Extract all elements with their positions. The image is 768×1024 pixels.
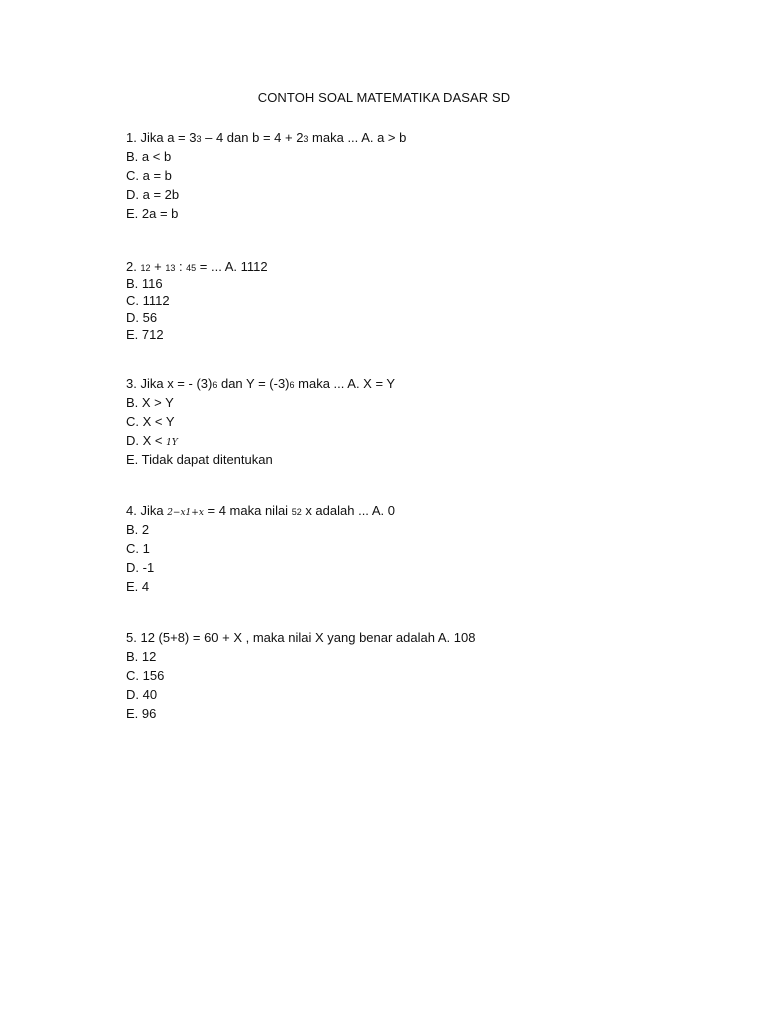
option-e: E. 96 [126, 706, 157, 721]
stem-text: : [175, 259, 187, 274]
stem-text: 12 (5+8) = 60 + X , maka nilai X yang benar adalah [140, 630, 438, 645]
option-e: E. 2a = b [126, 206, 179, 221]
stem-subscript: 3 [196, 134, 202, 144]
question-5 [126, 628, 686, 723]
option-b: B. X > Y [126, 395, 174, 410]
option-d: D. -1 [126, 560, 155, 575]
option-d: D. 40 [126, 687, 158, 702]
option-b: B. 2 [126, 522, 150, 537]
stem-text: Jika [140, 503, 168, 518]
option-b: B. 116 [126, 276, 163, 291]
fraction-1: 12 [140, 263, 151, 273]
option-e: E. 712 [126, 327, 164, 342]
option-e: E. Tidak dapat ditentukan [126, 452, 273, 467]
question-1 [126, 128, 686, 223]
question-number: 2. [126, 259, 137, 274]
stem-math-expression: 2−x1+x [167, 508, 204, 518]
option-d-math: 1Y [166, 438, 178, 448]
option-a: A. 0 [371, 503, 395, 518]
stem-text: + [150, 259, 166, 274]
option-c: C. X < Y [126, 414, 175, 429]
stem-text: = ... [196, 259, 225, 274]
question-number: 3. [126, 376, 137, 391]
question-stem [126, 128, 686, 147]
fraction-2: 13 [165, 263, 176, 273]
option-e: E. 4 [126, 579, 150, 594]
fraction-3: 45 [186, 263, 197, 273]
option-d [126, 431, 686, 450]
option-a: A. X = Y [347, 376, 396, 391]
question-number: 5. [126, 630, 137, 645]
option-d: D. a = 2b [126, 187, 180, 202]
question-number: 4. [126, 503, 137, 518]
option-c: C. 1 [126, 541, 150, 556]
stem-fraction: 52 [291, 507, 302, 517]
stem-subscript: 6 [289, 380, 295, 390]
stem-subscript: 3 [303, 134, 309, 144]
question-stem [126, 628, 686, 647]
option-a: A. 1112 [224, 259, 268, 274]
option-c: C. a = b [126, 168, 172, 183]
stem-text: maka ... [308, 130, 362, 145]
question-number: 1. [126, 130, 137, 145]
stem-subscript: 6 [212, 380, 218, 390]
option-a: A. a > b [361, 130, 407, 145]
stem-text: maka ... [294, 376, 348, 391]
page-title: CONTOH SOAL MATEMATIKA DASAR SD [257, 90, 511, 105]
option-a: A. 108 [437, 630, 476, 645]
question-2 [126, 258, 686, 343]
option-b: B. 12 [126, 649, 157, 664]
stem-text: x adalah ... [301, 503, 372, 518]
stem-text: – 4 dan b = 4 + 2 [201, 130, 304, 145]
option-c: C. 156 [126, 668, 165, 683]
option-c: C. 1112 [126, 293, 170, 308]
question-stem [126, 374, 686, 393]
option-d: D. 56 [126, 310, 158, 325]
question-4 [126, 501, 686, 596]
option-b: B. a < b [126, 149, 172, 164]
option-d-text: D. X < [126, 433, 167, 448]
stem-text: dan Y = (-3) [217, 376, 290, 391]
stem-text: Jika a = 3 [140, 130, 197, 145]
question-3 [126, 374, 686, 469]
stem-text: = 4 maka nilai [203, 503, 292, 518]
question-stem [126, 258, 686, 275]
stem-text: Jika x = - (3) [140, 376, 213, 391]
question-stem [126, 501, 686, 520]
